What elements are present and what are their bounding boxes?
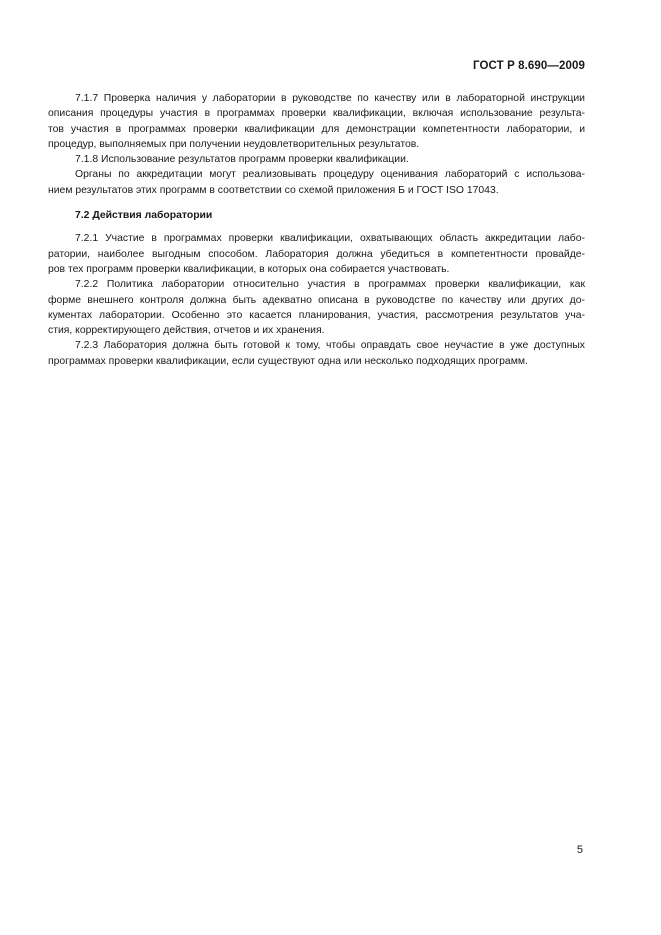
text-line: 7.2.3 Лаборатория должна быть готовой к тому, чтобы оправдать свое неучастие в уже доступных [75, 340, 585, 352]
page-number: 5 [576, 844, 583, 856]
paragraph-7-1-7 [48, 91, 585, 152]
text-line: нием результатов этих программ в соответствии со схемой приложения Б и ГОСТ ISO 17043. [48, 184, 499, 196]
text-line: описания процедуры участия в программах проверки квалификации, включая использование результа- [48, 108, 585, 120]
paragraph-7-1-8-accreditation [48, 167, 585, 198]
paragraph-7-2-2 [48, 277, 585, 338]
text-line: процедур, выполняемых при получении неудовлетворительных результатов. [48, 138, 420, 150]
paragraph-7-2-3 [48, 338, 585, 369]
text-line: 7.1.7 Проверка наличия у лаборатории в руководстве по качеству или в лабораторной инструкции [75, 93, 585, 104]
text-line: ров тех программ проверки квалификации, в которых она собирается участвовать. [48, 263, 450, 275]
document-body [48, 91, 585, 369]
text-line: кументах лаборатории. Особенно это касается планирования, участия, рассмотрения результатов уча- [48, 309, 585, 321]
text-line: форме внешнего контроля должна быть адекватно описана в руководстве по качеству или других до- [48, 294, 585, 306]
text-line: стия, корректирующего действия, отчетов и их хранения. [48, 325, 325, 337]
text-line: программах проверки квалификации, если существуют одна или несколько подходящих программ. [48, 355, 528, 367]
text-line: 7.2.2 Политика лаборатории относительно участия в программах проверки квалификации, как [75, 279, 585, 291]
text-line: Органы по аккредитации могут реализовывать процедуру оценивания лабораторий с использова- [75, 169, 585, 181]
text-line: 7.1.8 Использование результатов программ проверки квалификации. [75, 154, 409, 166]
text-line: ратории, наиболее выгодным способом. Лаборатория должна убедиться в компетентности провайде- [48, 248, 585, 260]
document-code: ГОСТ Р 8.690—2009 [473, 60, 585, 72]
text-line: 7.2.1 Участие в программах проверки квалификации, охватывающих область аккредитации лабо- [75, 233, 585, 245]
section-title-7-2: 7.2 Действия лаборатории [75, 210, 213, 222]
paragraph-7-1-8 [48, 152, 585, 167]
text-line: тов участия в программах проверки квалификации для демонстрации компетентности лаборатории, и [48, 123, 585, 135]
paragraph-7-2-1 [48, 231, 585, 277]
